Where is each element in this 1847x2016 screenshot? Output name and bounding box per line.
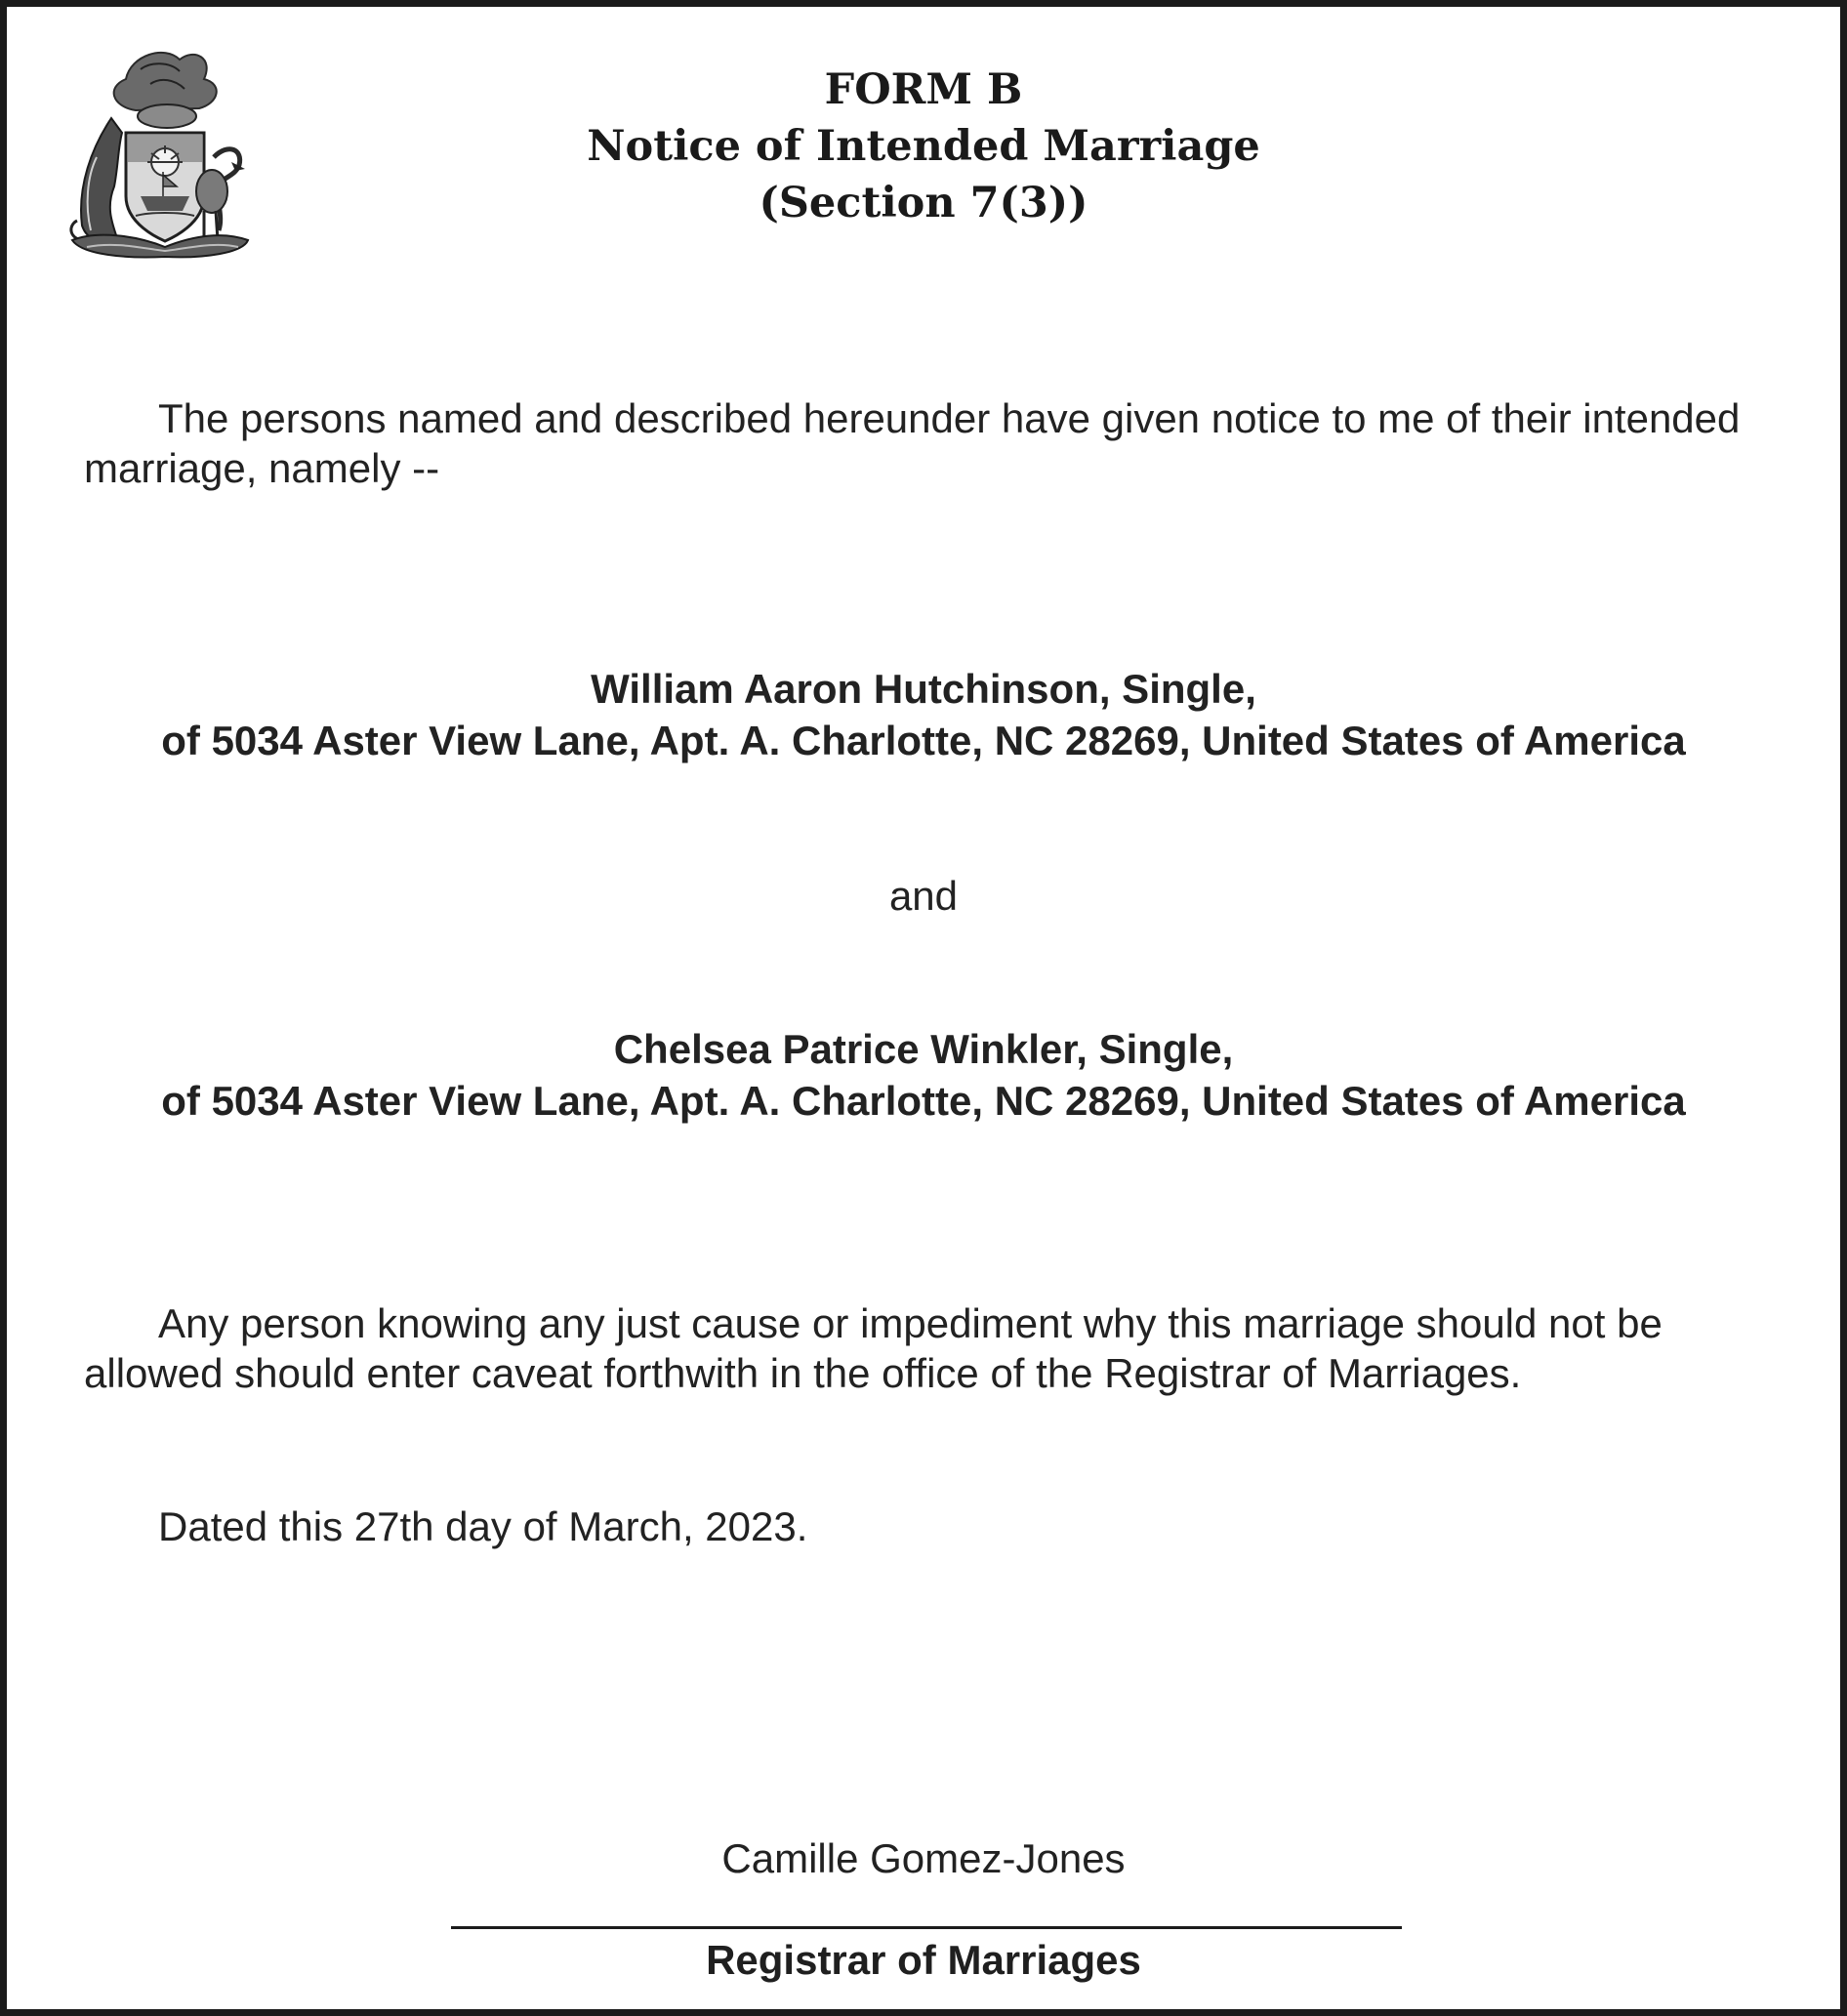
- form-title: Notice of Intended Marriage: [587, 122, 1260, 171]
- conjunction-and: and: [888, 873, 959, 919]
- form-section: (Section 7(3)): [759, 179, 1088, 227]
- dated-line: Dated this 27th day of March, 2023.: [158, 1503, 808, 1549]
- signature-line: [451, 1926, 1402, 1929]
- party-one-name: William Aaron Hutchinson, Single,: [591, 666, 1256, 712]
- party-two-name: Chelsea Patrice Winkler, Single,: [613, 1026, 1234, 1072]
- registrar-title: Registrar of Marriages: [706, 1937, 1141, 1983]
- registrar-name: Camille Gomez-Jones: [721, 1835, 1126, 1881]
- party-two-address: of 5034 Aster View Lane, Apt. A. Charlotte, NC 28269, United States of America: [161, 1078, 1686, 1124]
- caveat-paragraph: [84, 1298, 1763, 1398]
- intro-text: The persons named and described hereunder have given notice to me of their intended marriage, namely --: [84, 395, 1741, 491]
- form-label: FORM B: [824, 65, 1023, 114]
- party-one: [7, 663, 1840, 766]
- party-one-address: of 5034 Aster View Lane, Apt. A. Charlotte, NC 28269, United States of America: [161, 718, 1686, 763]
- form-header: [7, 62, 1840, 231]
- party-two: [7, 1023, 1840, 1127]
- intro-paragraph: [84, 393, 1763, 493]
- caveat-text: Any person knowing any just cause or impediment why this marriage should not be allowed should enter caveat forthwith in the office of the Registrar of Marriages.: [84, 1300, 1662, 1396]
